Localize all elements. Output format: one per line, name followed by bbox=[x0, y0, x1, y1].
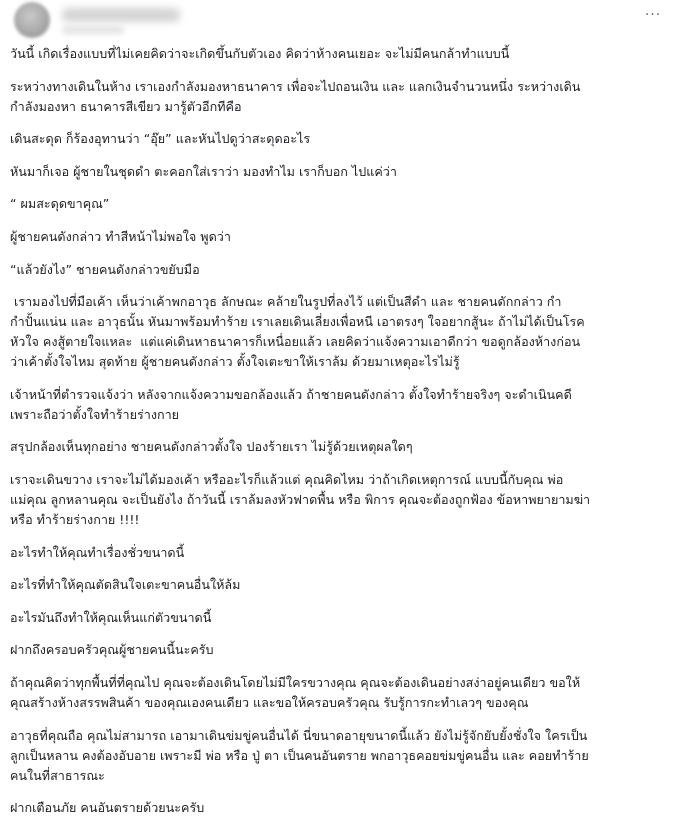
post-paragraph: อะไรทำให้คุณทำเรื่องชั่วขนาดนี้ bbox=[10, 544, 185, 560]
post-paragraph: ระหว่างทางเดินในห้าง เราเองกำลังมองหาธนาคาร เพื่อจะไปถอนเงิน และ แลกเงินจำนวนหนึ่ง ระหว่างเดิน กำลังมองหา ธนาคารสีเขียว มารู้ตัวอีกทีคือ bbox=[10, 78, 581, 114]
post-paragraph: วันนี้ เกิดเรื่องแบบที่ไม่เคยคิดว่าจะเกิดขึ้นกับตัวเอง คิดว่าห้างคนเยอะ จะไม่มีคนกล้าทำแบบนี้ bbox=[10, 46, 510, 61]
post-paragraph: เจ้าหน้าที่ตำรวจแจ้งว่า หลังจากแจ้งความขอกล้องแล้ว ถ้าชายคนดังกล่าว ตั้งใจทำร้ายจริงๆ จะดำเนินคดี เพราะถือว่าตั้งใจทำร้ายร่างกาย bbox=[10, 386, 572, 422]
post-paragraph: ฝากเตือนภัย คนอันตรายด้วยนะครับ bbox=[10, 800, 205, 816]
post-paragraph: อะไรมันถึงทำให้คุณเห็นแก่ตัวขนาดนี้ bbox=[10, 609, 212, 625]
post-paragraph: “ ผมสะดุดขาคุณ” bbox=[10, 196, 110, 212]
more-horizontal-icon: ··· bbox=[644, 7, 662, 23]
post-meta-redacted bbox=[62, 26, 124, 34]
author-avatar[interactable] bbox=[14, 2, 50, 38]
post-paragraph: อาวุธที่คุณถือ คุณไม่สามารถ เอามาเดินข่มขู่คนอื่นได้ นี่ขนาดอายุขนาดนี้แล้ว ยังไม่รู้จักยับยั้งชั่งใจ ใครเป็น ลูกเป็นหลาน คงต้องอับอาย เพราะมี พ่อ หรือ ปู่ ตา เป็นคนอันตราย พกอาวุธคอยข่มขู่คนอื่น และ คอยทำร้าย คนในที่สาธารณะ bbox=[10, 727, 589, 783]
more-options-button[interactable] bbox=[639, 4, 667, 26]
post-paragraph: ฝากถึงครอบครัวคุณผู้ชายคนนี้นะครับ bbox=[10, 642, 214, 658]
post-paragraph: เราจะเดินขวาง เราจะไม่ได้มองเค้า หรืออะไรก็แล้วแต่ คุณคิดไหม ว่าถ้าเกิดเหตุการณ์ แบบนี้กับคุณ พ่อ แม่คุณ ลูกหลานคุณ จะเป็นยังไง ถ้าวันนี้ เราล้มลงหัวฟาดพื้น หรือ พิการ คุณจะต้องถูกฟ้อง ข้อหาพยายามฆ่า หรือ ทำร้ายร่างกาย !!!! bbox=[10, 471, 591, 527]
post-paragraph: เรามองไปที่มือเค้า เห็นว่าเค้าพกอาวุธ ลักษณะ คล้ายในรูปที่ลงไว้ แต่เป็นสีดำ และ ชายคนดักกล่าว กำ กำปั้นแน่น และ อาวุธนั้น หันมาพร้อมทำร้าย เราเลยเดินเลี่ยงเพื่อหนี เอาตรงๆ ใจอยากสู้นะ ถ้าไม่ได้เป็นโรค หัวใจ คงสู้ตายใจแหละ แต่แค่เดินหาธนาคารก็เหนื่อยแล้ว เลยคิดว่าแจ้งความเอาดีกว่า ขอดูกล้องห้างก่อน ว่าเค้าตั้งใจไหม สุดท้าย ผู้ชายคนดังกล่าว ตั้งใจเตะขาให้เราล้ม ด้วยมาเหตุอะไรไม่รู้ bbox=[10, 294, 585, 370]
post-text bbox=[10, 44, 668, 831]
post-paragraph: สรุปกล้องเห็นทุกอย่าง ชายคนดังกล่าวตั้งใจ ปองร้ายเรา ไม่รู้ด้วยเหตุผลใดๆ bbox=[10, 439, 413, 455]
author-name-redacted[interactable] bbox=[62, 8, 180, 22]
post-paragraph: อะไรที่ทำให้คุณตัดสินใจเตะขาคนอื่นให้ล้ม bbox=[10, 577, 241, 593]
post-paragraph: หันมาก็เจอ ผู้ชายในชุดดำ ตะคอกใส่เราว่า มองทำไม เราก็บอก ไปแค่ว่า bbox=[10, 163, 397, 179]
post-header bbox=[0, 0, 679, 40]
post-paragraph: เดินสะดุด ก็ร้องอุทานว่า “อุ๊ย” และหันไปดูว่าสะดุดอะไร bbox=[10, 131, 311, 147]
post-paragraph: ถ้าคุณคิดว่าทุกพื้นที่ที่คุณไป คุณจะต้องเดินโดยไม่มีใครขวางคุณ คุณจะต้องเดินอย่างสง่าอยู่คนเดียว ขอให้ คุณสร้างห้างสรรพสินค้า ของคุณเองคนเดียว และขอให้ครอบครัวคุณ รับรู้การกะทำเลวๆ ของคุณ bbox=[10, 674, 581, 710]
post-paragraph: “แล้วยังไง” ชายคนดังกล่าวขยับมือ bbox=[10, 261, 200, 277]
post-paragraph: ผู้ชายคนดังกล่าว ทำสีหน้าไม่พอใจ พูดว่า bbox=[10, 228, 231, 244]
